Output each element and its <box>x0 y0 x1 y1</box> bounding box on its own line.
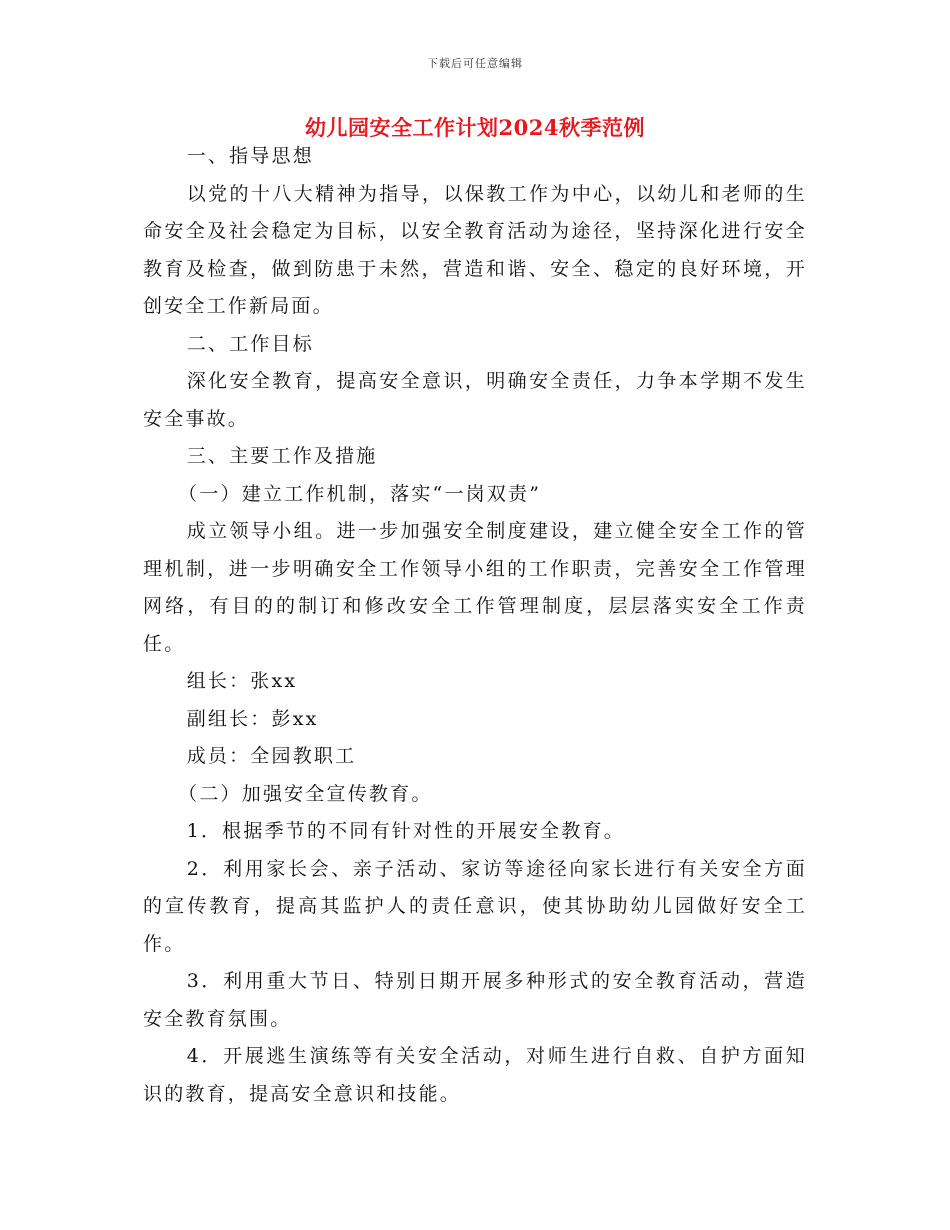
paragraph: 成员：全园教职工 <box>186 745 357 767</box>
document-body <box>143 138 807 1113</box>
paragraph: 深化安全教育，提高安全意识，明确安全责任，力争本学期不发生安全事故。 <box>143 370 807 430</box>
header-note: 下载后可任意编辑 <box>427 57 523 70</box>
list-item: 1．根据季节的不同有针对性的开展安全教育。 <box>186 820 625 842</box>
subsection-heading: （一）建立工作机制，落实“一岗双责” <box>178 482 542 505</box>
paragraph: 成立领导小组。进一步加强安全制度建设，建立健全安全工作的管理机制，进一步明确安全工作领导小组的工作职责，完善安全工作管理网络，有目的的制订和修改安全工作管理制度，层层落实安全工作责任。 <box>143 520 807 655</box>
paragraph: 组长：张xx <box>186 670 298 692</box>
list-item: 4．开展逃生演练等有关安全活动，对师生进行自救、自护方面知识的教育，提高安全意识和技能。 <box>143 1045 807 1105</box>
list-item: 3．利用重大节日、特别日期开展多种形式的安全教育活动，营造安全教育氛围。 <box>143 970 807 1030</box>
paragraph: 副组长：彭xx <box>186 707 319 730</box>
list-item: 2．利用家长会、亲子活动、家访等途径向家长进行有关安全方面的宣传教育，提高其监护人的责任意识，使其协助幼儿园做好安全工作。 <box>143 857 807 955</box>
paragraph: 以党的十八大精神为指导，以保教工作为中心，以幼儿和老师的生命安全及社会稳定为目标，以安全教育活动为途径，坚持深化进行安全教育及检查，做到防患于未然，营造和谐、安全、稳定的良好环境，开创安全工作新局面。 <box>143 182 807 317</box>
section-heading: 一、指导思想 <box>186 145 314 167</box>
document-title: 幼儿园安全工作计划2024秋季范例 <box>305 115 645 140</box>
section-heading: 二、工作目标 <box>186 332 314 355</box>
section-heading: 三、主要工作及措施 <box>186 445 378 467</box>
subsection-heading: （二）加强安全宣传教育。 <box>178 782 433 805</box>
